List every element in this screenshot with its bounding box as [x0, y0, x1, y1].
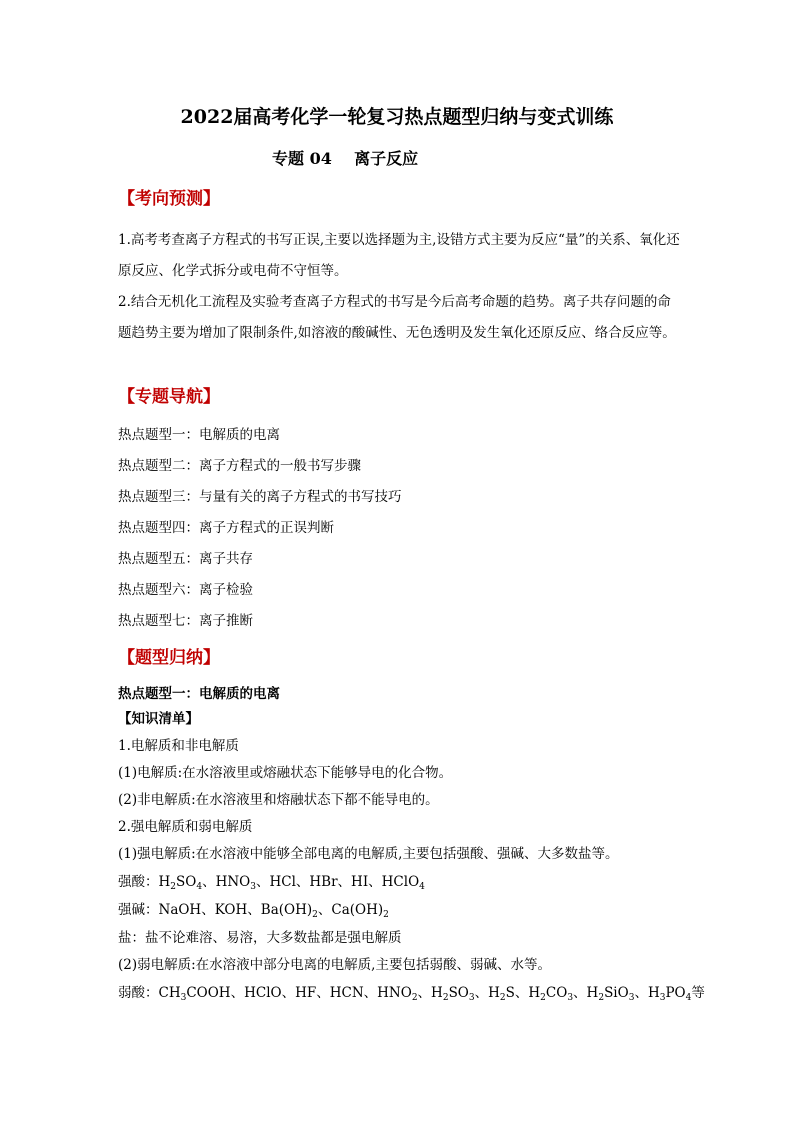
chemical-formula: $H_2SO_4$: [158, 874, 203, 892]
section-heading-summary: 【题型归纳】: [118, 648, 220, 668]
section-heading-forecast: 【考向预测】: [118, 189, 220, 209]
formula-separator: 、: [514, 985, 529, 1001]
weak-acids-suffix: 等: [691, 985, 705, 1001]
strong-bases-line: [118, 900, 389, 920]
guide-item-6: 热点题型六：离子检验: [118, 582, 253, 598]
chemical-formula: KOH: [214, 902, 248, 918]
body-line-5: (1)强电解质:在水溶液中能够全部电离的电解质,主要包括强酸、强碱、大多数盐等。: [118, 846, 619, 862]
weak-acids-list: [159, 985, 692, 1001]
knowledge-heading: 【知识清单】: [118, 711, 199, 727]
formula-separator: 、: [201, 902, 215, 918]
formula-separator: 、: [363, 985, 378, 1001]
formula-separator: 、: [368, 874, 382, 890]
weak-acids-line: [118, 983, 705, 1003]
forecast-item-2: 2.结合无机化工流程及实验考查离子方程式的书写是今后高考命题的趋势。离子共存问题的命题趋势主要为增加了限制条件,如溶液的酸碱性、无色透明及发生氧化还原反应、络合反应等。: [118, 294, 676, 341]
formula-separator: 、: [281, 985, 296, 1001]
strong-acids-label: 强酸：: [118, 874, 159, 890]
guide-item-4: 热点题型四：离子方程式的正误判断: [118, 520, 334, 536]
formula-separator: 、: [337, 874, 352, 890]
body-line-4: 2.强电解质和弱电解质: [118, 819, 253, 835]
strong-bases-label: 强碱：: [118, 902, 159, 918]
chemical-formula: HClO$_4$: [381, 874, 425, 892]
guide-item-5: 热点题型五：离子共存: [118, 551, 253, 567]
chemical-formula: $H_2SO_3$: [431, 985, 475, 1003]
chemical-formula: $H_3PO_4$: [647, 985, 692, 1003]
body-line-2: (1)电解质:在水溶液里或熔融状态下能够导电的化合物。: [118, 765, 453, 781]
formula-separator: 、: [417, 985, 432, 1001]
chemical-formula: $CH_3COOH$: [158, 985, 231, 1003]
document-title: 2022届高考化学一轮复习热点题型归纳与变式训练: [180, 106, 614, 128]
chemical-formula: $H_2CO_3$: [528, 985, 574, 1003]
body-line-3: (2)非电解质:在水溶液里和熔融状态下都不能导电的。: [118, 792, 439, 808]
strong-acids-list: [159, 874, 425, 890]
section-heading-guide: 【专题导航】: [118, 387, 220, 407]
chemical-formula: $HNO_3$: [215, 874, 256, 892]
chemical-formula: $HNO_2$: [377, 985, 418, 1003]
body-line-8: 盐：盐不论难溶、易溶，大多数盐都是强电解质: [118, 930, 402, 946]
formula-separator: 、: [316, 985, 330, 1001]
chemical-formula: $H_2S$: [488, 985, 515, 1003]
guide-item-2: 热点题型二：离子方程式的一般书写步骤: [118, 458, 361, 474]
document-subtitle: 专题 04 离子反应: [272, 149, 419, 168]
formula-separator: 、: [634, 985, 648, 1001]
chemical-formula: HI: [351, 874, 369, 890]
formula-separator: 、: [230, 985, 245, 1001]
formula-separator: 、: [202, 874, 216, 890]
chemical-formula: HCN: [329, 985, 364, 1001]
formula-separator: 、: [317, 902, 332, 918]
guide-item-3: 热点题型三：与量有关的离子方程式的书写技巧: [118, 489, 402, 505]
chemical-formula: HClO: [244, 985, 282, 1001]
chemical-formula: HBr: [309, 874, 338, 890]
chemical-formula: $H_2SiO_3$: [586, 985, 635, 1003]
formula-separator: 、: [247, 902, 261, 918]
weak-acids-label: 弱酸：: [118, 985, 159, 1001]
strong-acids-line: [118, 872, 425, 892]
chemical-formula: HCl: [269, 874, 296, 890]
chemical-formula: $Ca(OH)_2$: [331, 902, 389, 920]
strong-bases-list: [159, 902, 389, 918]
formula-separator: 、: [474, 985, 489, 1001]
formula-separator: 、: [573, 985, 587, 1001]
chemical-formula: NaOH: [158, 902, 202, 918]
chemical-formula: $Ba(OH)_2$: [260, 902, 318, 920]
guide-item-1: 热点题型一：电解质的电离: [118, 427, 280, 443]
body-line-1: 1.电解质和非电解质: [118, 738, 239, 754]
forecast-item-1: 1.高考考查离子方程式的书写正误,主要以选择题为主,设错方式主要为反应“量”的关系、氧化还原反应、化学式拆分或电荷不守恒等。: [118, 232, 680, 279]
guide-item-7: 热点题型七：离子推断: [118, 613, 253, 629]
topic-heading: 热点题型一：电解质的电离: [118, 686, 280, 702]
body-line-9: (2)弱电解质:在水溶液中部分电离的电解质,主要包括弱酸、弱碱、水等。: [118, 957, 551, 973]
formula-separator: 、: [255, 874, 270, 890]
formula-separator: 、: [295, 874, 310, 890]
chemical-formula: HF: [295, 985, 317, 1001]
